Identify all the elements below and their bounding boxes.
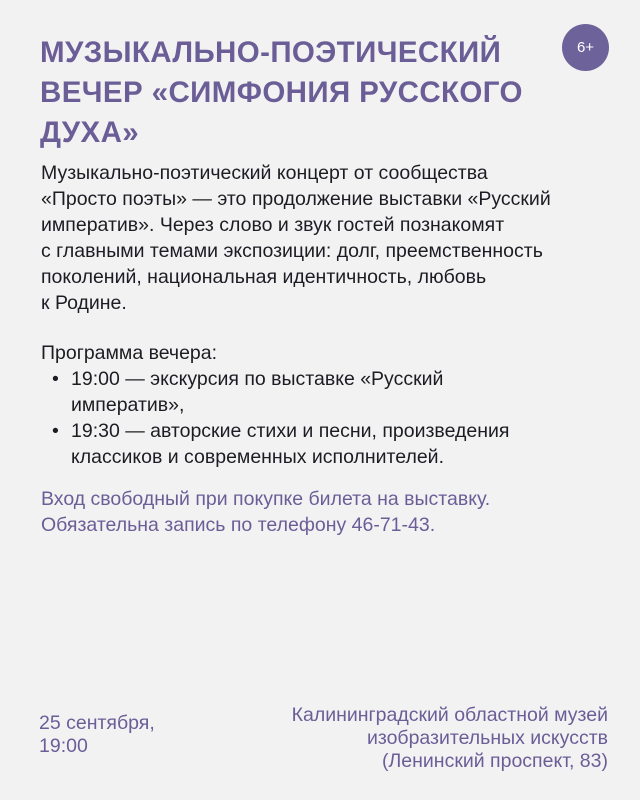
description-line: с главными темами экспозиции: долг, преемственность	[41, 240, 543, 262]
event-date-line: 25 сентября,	[39, 712, 155, 734]
event-description	[41, 160, 621, 316]
description-line: поколений, национальная идентичность, любовь	[41, 266, 487, 288]
event-title-line: ВЕЧЕР «СИМФОНИЯ РУССКОГО	[40, 76, 523, 109]
age-rating-badge: 6+	[562, 24, 609, 71]
description-line: к Родине.	[41, 292, 127, 314]
program-item-line: 19:30 — авторские стихи и песни, произведения	[71, 420, 510, 442]
venue-line: изобразительных искусств	[366, 727, 608, 749]
event-date	[39, 712, 155, 758]
entry-info-line: Обязательна запись по телефону 46-71-43.	[41, 514, 436, 536]
program-heading: Программа вечера:	[41, 342, 218, 364]
description-line: «Просто поэты» — это продолжение выставки «Русский	[41, 188, 551, 210]
event-title	[40, 33, 570, 153]
program-item	[41, 418, 621, 470]
venue-line: Калининградский областной музей	[291, 704, 608, 726]
entry-info	[41, 486, 621, 538]
venue-line: (Ленинский проспект, 83)	[382, 750, 608, 772]
program-item-line: классиков и современных исполнителей.	[71, 446, 444, 468]
event-title-line: МУЗЫКАЛЬНО-ПОЭТИЧЕСКИЙ	[40, 36, 502, 69]
description-line: императив». Через слово и звук гостей познакомят	[41, 214, 505, 236]
program-item-line: 19:00 — экскурсия по выставке «Русский	[71, 368, 444, 390]
event-title-line: ДУХА»	[40, 116, 140, 149]
program-item-line: императив»,	[71, 394, 185, 416]
program-list	[41, 366, 621, 470]
bullet-icon: •	[52, 368, 59, 390]
program-item	[41, 366, 621, 418]
description-line: Музыкально-поэтический концерт от сообщества	[41, 162, 488, 184]
event-venue	[188, 704, 608, 773]
event-date-line: 19:00	[39, 735, 88, 757]
entry-info-line: Вход свободный при покупке билета на выставку.	[41, 488, 491, 510]
bullet-icon: •	[52, 420, 59, 442]
